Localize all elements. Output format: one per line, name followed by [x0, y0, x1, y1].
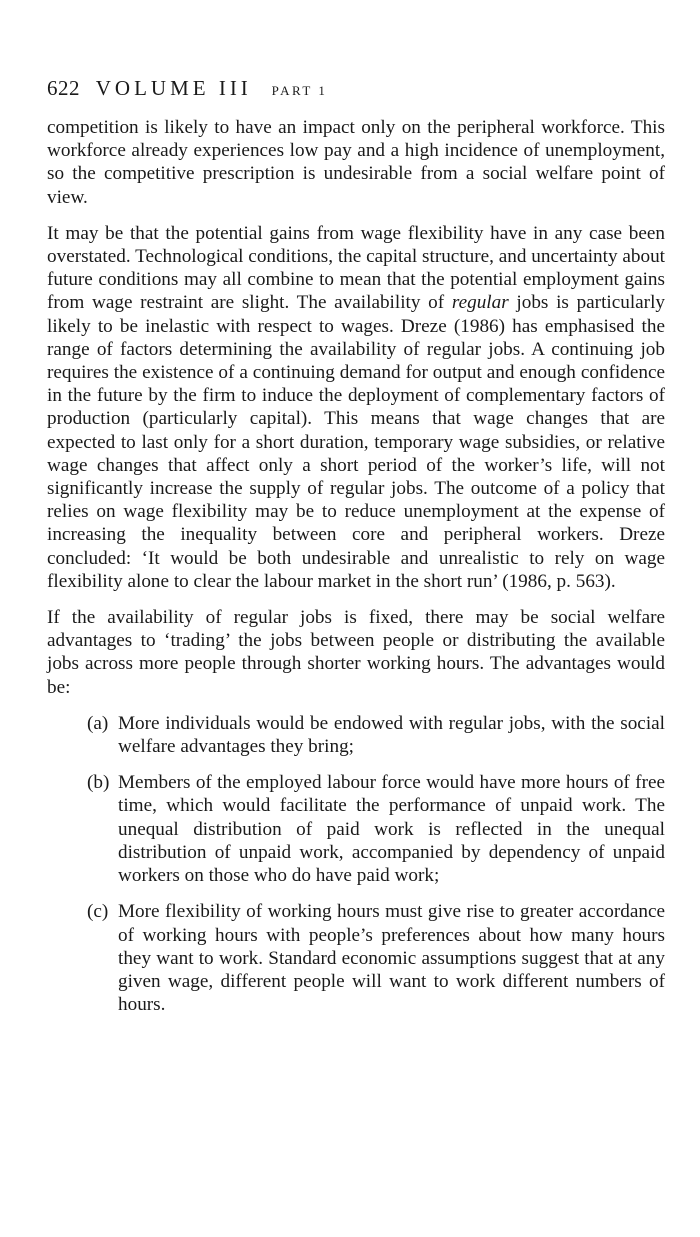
list-marker: (a): [87, 712, 109, 734]
paragraph-wage-flexibility: [47, 222, 665, 593]
list-marker: (b): [87, 772, 110, 794]
part-label: PART 1: [271, 83, 328, 98]
list-item-text: More individuals would be endowed with regular jobs, with the social welfare advantages they bring;: [118, 712, 665, 758]
paragraph-continuation: competition is likely to have an impact only on the peripheral workforce. This workforce already experiences low pay and a high incidence of unemployment, so the competitive prescription is undesirable from a social welfare point of view.: [47, 117, 665, 208]
list-item: [47, 771, 665, 887]
list-item-text: Members of the employed labour force would have more hours of free time, which would facilitate the performance of unpaid work. The unequal distribution of paid work is reflected in the unequal distribution of unpaid work, accompanied by dependency of unpaid workers on those who do have paid work;: [118, 772, 665, 887]
body-text: [47, 116, 665, 1016]
running-header: [47, 76, 665, 103]
advantages-list: [47, 712, 665, 1016]
paragraph-text-after-italic: jobs is particularly likely to be inelastic with respect to wages. Dreze (1986) has emphasised the range of factors determining the availability of regular jobs. A continuing job requires the existence of a continuing demand for output and enough confidence in the future by the firm to induce the deployment of complementary factors of production (particularly capital). This means that wage changes that are expected to last only for a short duration, temporary wage subsidies, or relative wage changes that affect only a short period of the worker’s life, will not significantly increase the supply of regular jobs. The outcome of a policy that relies on wage flexibility may be to reduce unemployment at the expense of increasing the inequality between core and peripheral workers. Dreze concluded: ‘It would be both undesirable and unrealistic to rely on wage flexibility alone to clear the labour market in the short run’ (1986, p. 563).: [47, 292, 665, 592]
book-page: [47, 76, 665, 1029]
paragraph-text-before-italic: It may be that the potential gains from wage flexibility have in any case been overstated. Technological conditions, the capital structure, and uncertainty about future conditions may all combine to mean that the potential employment gains from wage restraint are slight. The availability of: [47, 222, 665, 314]
list-item: [47, 712, 665, 758]
page-number: 622: [47, 76, 80, 100]
list-item: [47, 900, 665, 1016]
list-marker: (c): [87, 901, 109, 923]
list-item-text: More flexibility of working hours must give rise to greater accordance of working hours with people’s preferences about how many hours they want to work. Standard economic assumptions suggest that at any given wage, different people will want to work different numbers of hours.: [118, 901, 665, 1016]
volume-label: VOLUME III: [95, 76, 252, 100]
paragraph-job-trading: If the availability of regular jobs is fixed, there may be social welfare advantages to ‘trading’ the jobs between people or distributing the available jobs across more people through shorter working hours. The advantages would be:: [47, 607, 665, 698]
italic-term-regular: regular: [451, 292, 509, 314]
